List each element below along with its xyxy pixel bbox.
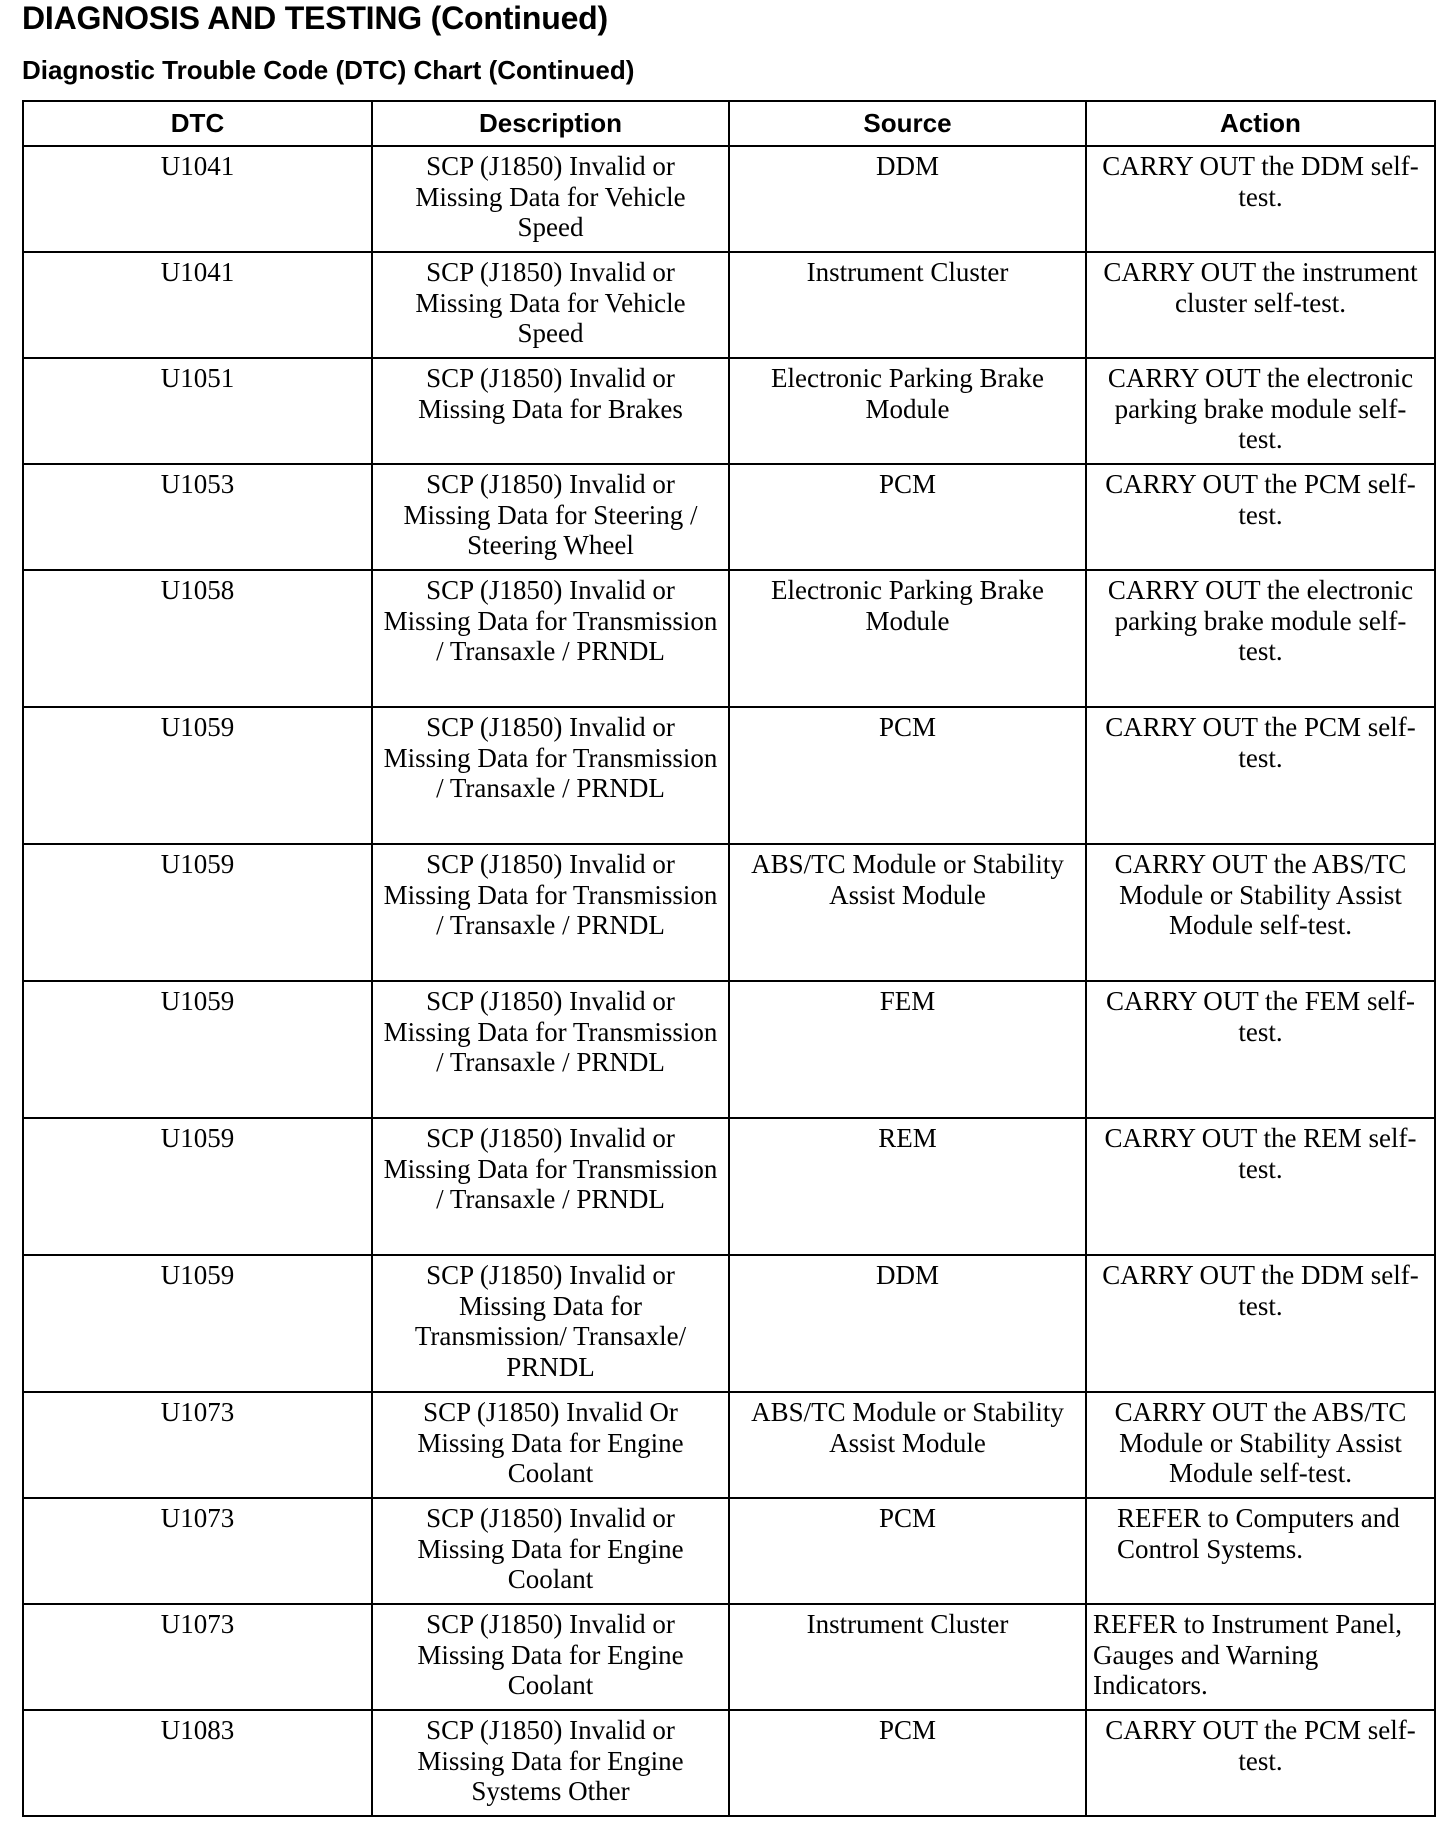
description-cell: SCP (J1850) Invalid or Missing Data for Transmission/ Transaxle/ PRNDL <box>372 1255 729 1392</box>
table-row <box>23 707 1435 844</box>
source-cell: Electronic Parking Brake Module <box>729 570 1086 707</box>
table-row <box>23 252 1435 358</box>
description-cell: SCP (J1850) Invalid or Missing Data for Engine Systems Other <box>372 1710 729 1816</box>
source-cell: DDM <box>729 146 1086 252</box>
table-row <box>23 1604 1435 1710</box>
action-cell: CARRY OUT the PCM self-test. <box>1086 707 1435 844</box>
description-cell: SCP (J1850) Invalid or Missing Data for Transmission / Transaxle / PRNDL <box>372 707 729 844</box>
column-header-description: Description <box>372 101 729 146</box>
table-row <box>23 844 1435 981</box>
action-cell: CARRY OUT the ABS/TC Module or Stability Assist Module self-test. <box>1086 844 1435 981</box>
table-row <box>23 464 1435 570</box>
dtc-cell: U1059 <box>23 981 372 1118</box>
source-cell: PCM <box>729 1710 1086 1816</box>
column-header-dtc: DTC <box>23 101 372 146</box>
dtc-cell: U1051 <box>23 358 372 464</box>
table-row <box>23 981 1435 1118</box>
description-cell: SCP (J1850) Invalid or Missing Data for Transmission / Transaxle / PRNDL <box>372 1118 729 1255</box>
action-cell: CARRY OUT the FEM self-test. <box>1086 981 1435 1118</box>
action-cell: CARRY OUT the instrument cluster self-test. <box>1086 252 1435 358</box>
dtc-cell: U1041 <box>23 146 372 252</box>
action-cell: CARRY OUT the PCM self-test. <box>1086 464 1435 570</box>
source-cell: Electronic Parking Brake Module <box>729 358 1086 464</box>
description-cell: SCP (J1850) Invalid or Missing Data for Transmission / Transaxle / PRNDL <box>372 844 729 981</box>
action-cell: CARRY OUT the REM self-test. <box>1086 1118 1435 1255</box>
column-header-source: Source <box>729 101 1086 146</box>
description-cell: SCP (J1850) Invalid or Missing Data for Engine Coolant <box>372 1604 729 1710</box>
description-cell: SCP (J1850) Invalid or Missing Data for Transmission / Transaxle / PRNDL <box>372 570 729 707</box>
source-cell: PCM <box>729 464 1086 570</box>
action-cell: CARRY OUT the DDM self-test. <box>1086 146 1435 252</box>
action-cell: CARRY OUT the electronic parking brake module self-test. <box>1086 358 1435 464</box>
source-cell: DDM <box>729 1255 1086 1392</box>
table-row <box>23 1710 1435 1816</box>
table-header-row <box>23 101 1435 146</box>
dtc-cell: U1073 <box>23 1392 372 1498</box>
dtc-cell: U1058 <box>23 570 372 707</box>
action-cell: CARRY OUT the PCM self-test. <box>1086 1710 1435 1816</box>
description-cell: SCP (J1850) Invalid or Missing Data for Steering / Steering Wheel <box>372 464 729 570</box>
dtc-cell: U1073 <box>23 1604 372 1710</box>
source-cell: ABS/TC Module or Stability Assist Module <box>729 1392 1086 1498</box>
chart-title: Diagnostic Trouble Code (DTC) Chart (Continued) <box>22 55 635 85</box>
table-row <box>23 1118 1435 1255</box>
dtc-cell: U1059 <box>23 1118 372 1255</box>
source-cell: PCM <box>729 707 1086 844</box>
table-row <box>23 1498 1435 1604</box>
action-cell: REFER to Computers and Control Systems. <box>1086 1498 1435 1604</box>
dtc-cell: U1053 <box>23 464 372 570</box>
source-cell: FEM <box>729 981 1086 1118</box>
action-cell: CARRY OUT the ABS/TC Module or Stability Assist Module self-test. <box>1086 1392 1435 1498</box>
table-row <box>23 146 1435 252</box>
table-row <box>23 1255 1435 1392</box>
dtc-cell: U1059 <box>23 1255 372 1392</box>
description-cell: SCP (J1850) Invalid or Missing Data for Brakes <box>372 358 729 464</box>
column-header-action: Action <box>1086 101 1435 146</box>
dtc-cell: U1059 <box>23 844 372 981</box>
table-row <box>23 1392 1435 1498</box>
description-cell: SCP (J1850) Invalid or Missing Data for Engine Coolant <box>372 1498 729 1604</box>
action-cell: REFER to Instrument Panel, Gauges and Warning Indicators. <box>1086 1604 1435 1710</box>
description-cell: SCP (J1850) Invalid Or Missing Data for Engine Coolant <box>372 1392 729 1498</box>
source-cell: REM <box>729 1118 1086 1255</box>
dtc-chart-table <box>22 100 1436 1817</box>
dtc-cell: U1059 <box>23 707 372 844</box>
dtc-cell: U1083 <box>23 1710 372 1816</box>
dtc-cell: U1073 <box>23 1498 372 1604</box>
description-cell: SCP (J1850) Invalid or Missing Data for Vehicle Speed <box>372 146 729 252</box>
source-cell: Instrument Cluster <box>729 252 1086 358</box>
source-cell: Instrument Cluster <box>729 1604 1086 1710</box>
action-cell: CARRY OUT the electronic parking brake module self-test. <box>1086 570 1435 707</box>
source-cell: PCM <box>729 1498 1086 1604</box>
table-row <box>23 358 1435 464</box>
action-cell: CARRY OUT the DDM self-test. <box>1086 1255 1435 1392</box>
dtc-cell: U1041 <box>23 252 372 358</box>
section-title: DIAGNOSIS AND TESTING (Continued) <box>22 0 608 36</box>
description-cell: SCP (J1850) Invalid or Missing Data for Transmission / Transaxle / PRNDL <box>372 981 729 1118</box>
description-cell: SCP (J1850) Invalid or Missing Data for Vehicle Speed <box>372 252 729 358</box>
source-cell: ABS/TC Module or Stability Assist Module <box>729 844 1086 981</box>
table-row <box>23 570 1435 707</box>
